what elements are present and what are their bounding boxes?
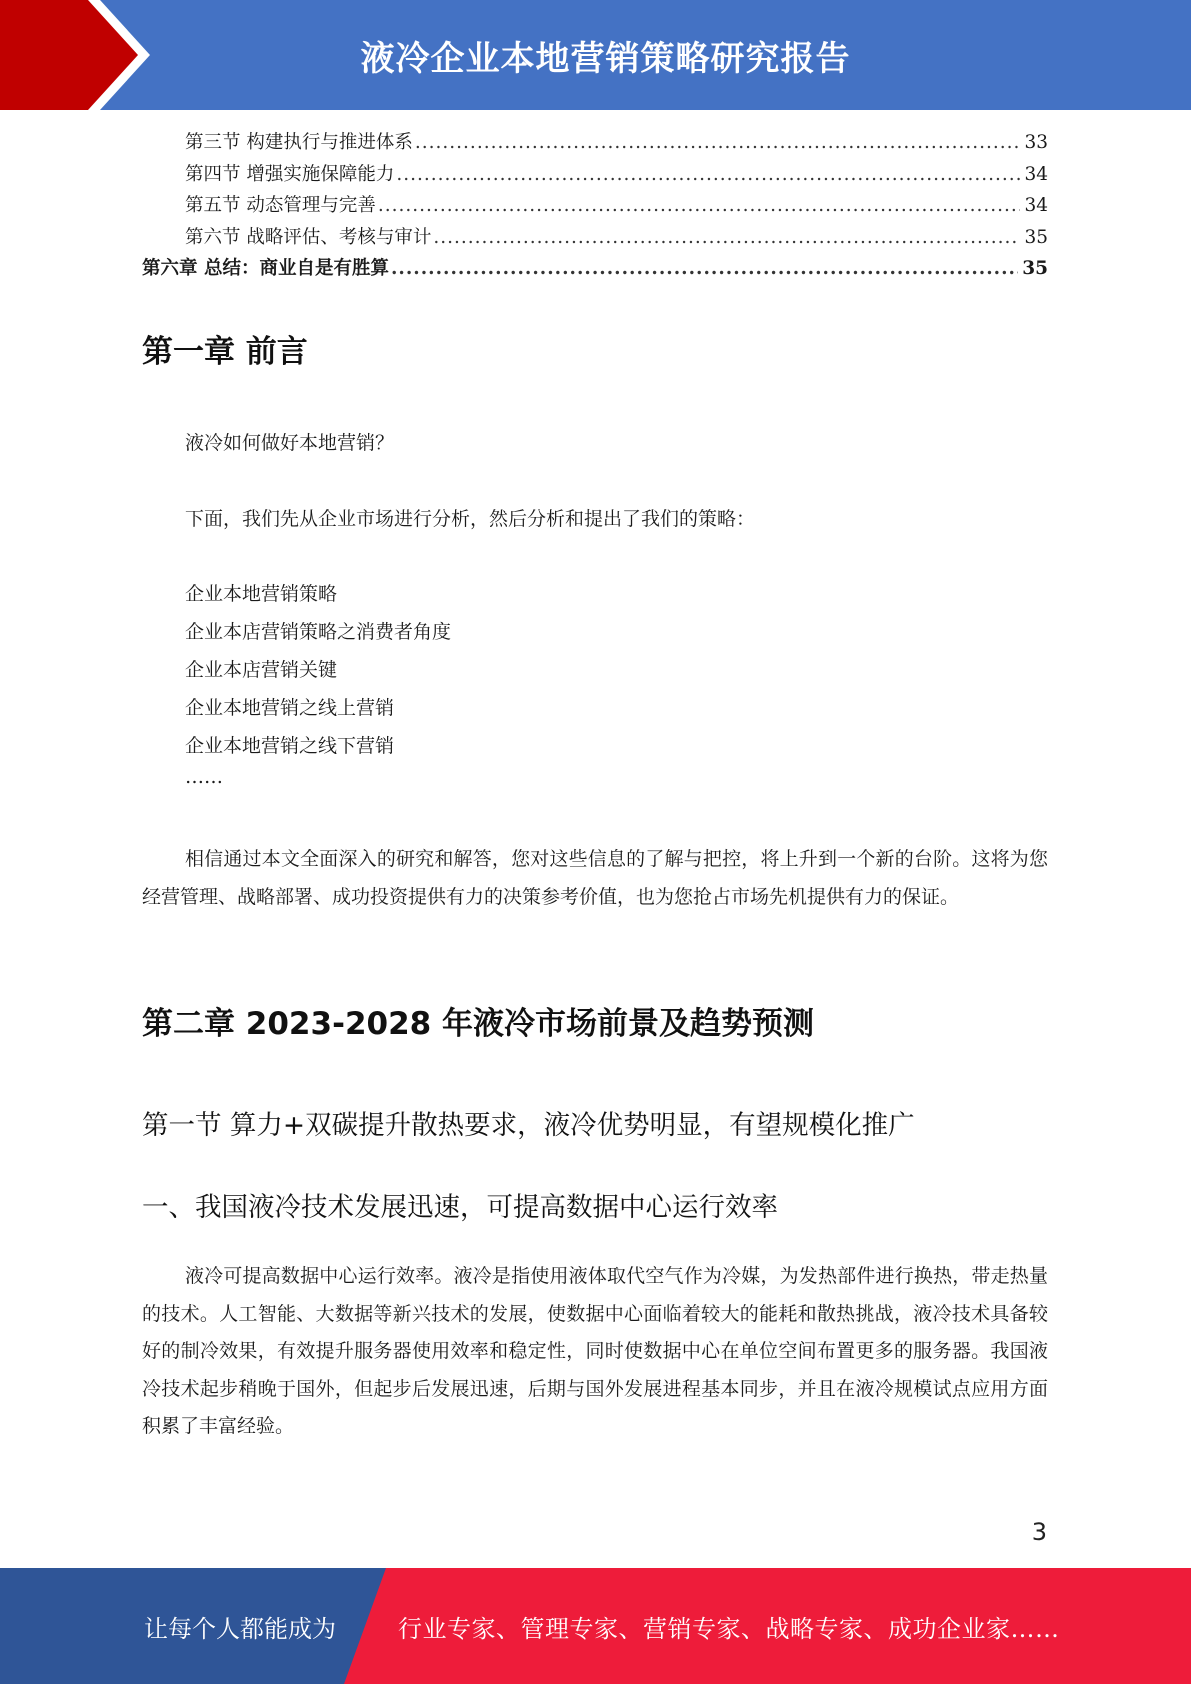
toc-entry[interactable] [142, 160, 1048, 192]
report-title: 液冷企业本地营销策略研究报告 [360, 38, 851, 79]
toc-leader [415, 132, 1021, 153]
list-item: 企业本地营销之线上营销 [185, 697, 395, 719]
page-header [0, 0, 1191, 110]
toc-leader [433, 227, 1020, 248]
subsection-heading: 一、我国液冷技术发展迅速，可提高数据中心运行效率 [142, 1192, 778, 1223]
toc-label: 第六节 战略评估、考核与审计 [185, 226, 432, 248]
section-heading: 第一节 算力+双碳提升散热要求，液冷优势明显，有望规模化推广 [142, 1110, 915, 1141]
toc-label: 第三节 构建执行与推进体系 [185, 132, 413, 153]
page-footer [0, 1568, 1191, 1684]
footer-slogan-left: 让每个人都能成为 [144, 1614, 336, 1643]
toc-label: 第六章 总结：商业自是有胜算 [142, 258, 389, 279]
table-of-contents [142, 128, 1048, 286]
body-paragraph: 液冷可提高数据中心运行效率。液冷是指使用液体取代空气作为冷媒，为发热部件进行换热，带走热量的技术。人工智能、大数据等新兴技术的发展，使数据中心面临着较大的能耗和散热挑战，液冷技术具备较好的制冷效果，有效提升服务器使用效率和稳定性，同时使数据中心在单位空间布置更多的服务器。我国液冷技术起步稍晚于国外，但起步后发展迅速，后期与国外发展进程基本同步，并且在液冷规模试点应用方面积累了丰富经验。 [142, 1265, 1048, 1437]
toc-page-number: 34 [1024, 195, 1048, 216]
toc-entry[interactable] [142, 191, 1048, 223]
intro-question: 液冷如何做好本地营销？ [185, 432, 395, 454]
footer-slogan-right: 行业专家、管理专家、营销专家、战略专家、成功企业家…… [398, 1614, 1060, 1643]
toc-page-number: 33 [1024, 132, 1048, 153]
toc-entry[interactable] [142, 223, 1048, 255]
toc-page-number: 35 [1022, 258, 1048, 279]
toc-label: 第四节 增强实施保障能力 [185, 163, 395, 185]
list-item: 企业本地营销策略 [185, 583, 338, 605]
list-item: 企业本店营销策略之消费者角度 [185, 621, 452, 643]
toc-page-number: 35 [1024, 226, 1048, 248]
toc-page-number: 34 [1024, 163, 1048, 185]
intro-text: 下面，我们先从企业市场进行分析，然后分析和提出了我们的策略： [185, 508, 756, 530]
toc-leader [378, 195, 1021, 216]
toc-chapter-entry[interactable] [142, 254, 1048, 286]
list-item: 企业本店营销关键 [185, 659, 338, 681]
page-number: 3 [1031, 1518, 1047, 1546]
toc-leader [396, 164, 1020, 185]
chapter-heading: 第一章 前言 [142, 334, 308, 370]
list-ellipsis: …… [185, 766, 223, 788]
list-item: 企业本地营销之线下营销 [185, 735, 395, 757]
toc-label: 第五节 动态管理与完善 [185, 195, 376, 216]
toc-entry[interactable] [142, 128, 1048, 160]
closing-paragraph: 相信通过本文全面深入的研究和解答，您对这些信息的了解与把控，将上升到一个新的台阶。这将为您经营管理、战略部署、成功投资提供有力的决策参考价值，也为您抢占市场先机提供有力的保证。 [142, 848, 1048, 908]
toc-leader [391, 258, 1018, 279]
chapter-heading: 第二章 2023-2028 年液冷市场前景及趋势预测 [142, 1006, 815, 1042]
